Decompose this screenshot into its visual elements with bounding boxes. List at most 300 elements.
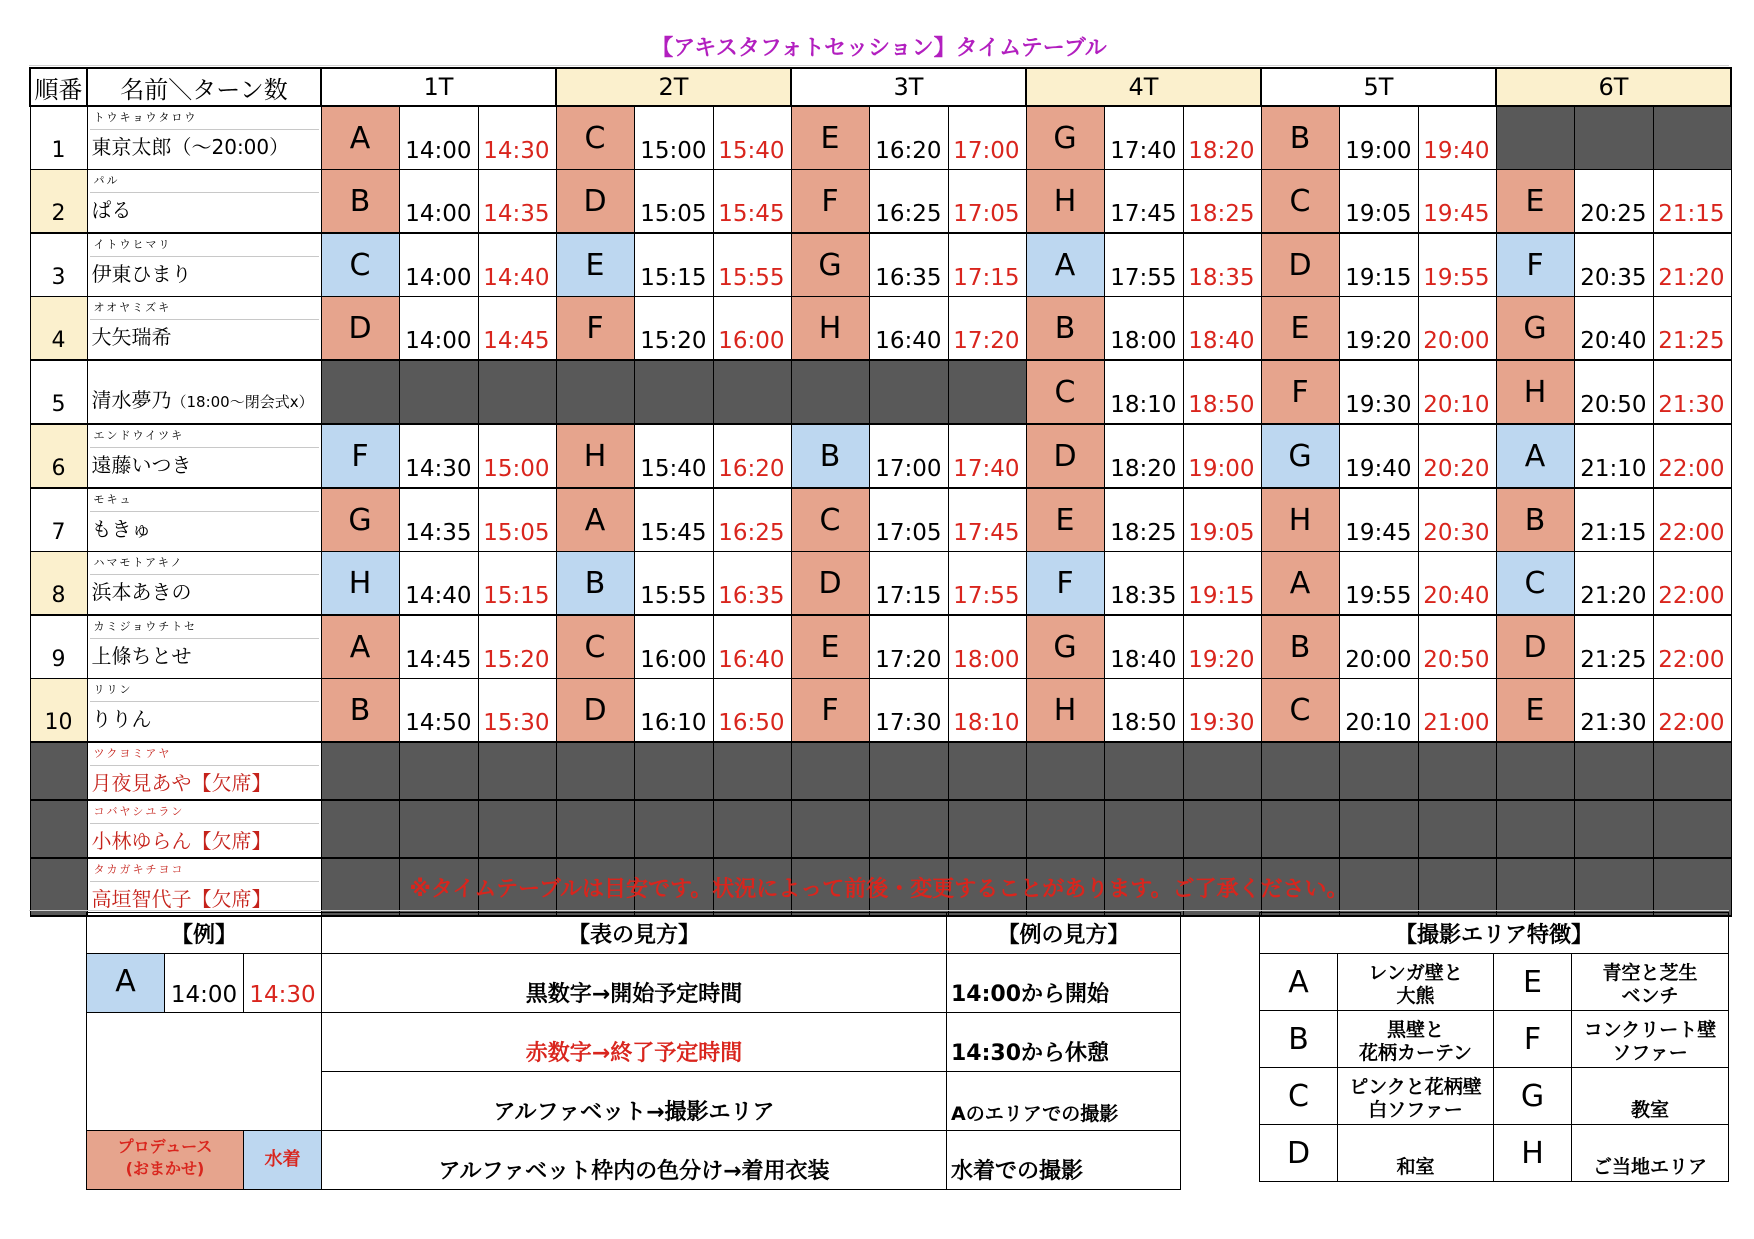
slot-end-time: 14:40 xyxy=(478,233,556,297)
slot-start-time: 18:35 xyxy=(1104,552,1183,616)
slot-area: A xyxy=(1261,552,1339,616)
slot-area: E xyxy=(1261,297,1339,361)
unavailable-cell xyxy=(1104,800,1183,858)
unavailable-cell xyxy=(948,742,1026,800)
legend-example-2: 14:30から休憩 xyxy=(947,1013,1181,1072)
slot-area: F xyxy=(556,297,634,361)
unavailable-cell xyxy=(713,800,791,858)
slot-start-time: 16:10 xyxy=(634,679,713,743)
area-description-line: 大熊 xyxy=(1396,985,1435,1007)
area-description xyxy=(1338,954,1494,1011)
area-description xyxy=(1338,1011,1494,1068)
performer-name-cell xyxy=(87,488,321,552)
row-number: 9 xyxy=(30,615,87,679)
slot-area: D xyxy=(556,679,634,743)
slot-start-time: 14:50 xyxy=(399,679,478,743)
unavailable-cell xyxy=(791,742,869,800)
absent-row xyxy=(30,800,1731,858)
slot-end-time: 14:30 xyxy=(478,106,556,170)
area-description xyxy=(1572,954,1729,1011)
area-key: C xyxy=(1260,1068,1338,1125)
table-row xyxy=(30,552,1731,616)
slot-end-time: 18:00 xyxy=(948,615,1026,679)
slot-end-time: 21:00 xyxy=(1418,679,1496,743)
header-turn-6: 6T xyxy=(1496,68,1731,106)
slot-end-time: 20:40 xyxy=(1418,552,1496,616)
slot-area: B xyxy=(1026,297,1104,361)
table-row xyxy=(30,360,1731,424)
row-number: 4 xyxy=(30,297,87,361)
slot-start-time: 17:15 xyxy=(869,552,948,616)
header-turn-4: 4T xyxy=(1026,68,1261,106)
slot-end-time: 19:45 xyxy=(1418,170,1496,234)
area-description-line: ベンチ xyxy=(1621,985,1679,1007)
slot-end-time: 15:45 xyxy=(713,170,791,234)
slot-end-time: 16:40 xyxy=(713,615,791,679)
slot-area: B xyxy=(791,424,869,488)
performer-name: 遠藤いつき xyxy=(91,453,192,477)
slot-area: C xyxy=(1026,360,1104,424)
performer-kana: オオヤミズキ xyxy=(90,297,319,320)
slot-end-time: 19:20 xyxy=(1183,615,1261,679)
slot-area: G xyxy=(1261,424,1339,488)
slot-start-time: 18:50 xyxy=(1104,679,1183,743)
unavailable-cell xyxy=(1653,106,1731,170)
unavailable-cell xyxy=(713,360,791,424)
performer-name-cell xyxy=(87,552,321,616)
slot-area: B xyxy=(321,170,399,234)
area-key: A xyxy=(1260,954,1338,1011)
performer-kana: イトウヒマリ xyxy=(90,234,319,257)
legend-blank-1 xyxy=(87,1013,322,1072)
table-row xyxy=(30,615,1731,679)
table-row xyxy=(30,170,1731,234)
unavailable-cell xyxy=(1104,742,1183,800)
unavailable-cell xyxy=(634,800,713,858)
slot-start-time: 16:40 xyxy=(869,297,948,361)
unavailable-cell xyxy=(634,360,713,424)
unavailable-cell xyxy=(1339,800,1418,858)
legend-table xyxy=(86,912,1181,1190)
slot-start-time: 16:00 xyxy=(634,615,713,679)
slot-area: C xyxy=(1261,679,1339,743)
header-turn-3: 3T xyxy=(791,68,1026,106)
unavailable-cell xyxy=(556,360,634,424)
slot-start-time: 19:45 xyxy=(1339,488,1418,552)
unavailable-cell xyxy=(478,800,556,858)
slot-area: H xyxy=(321,552,399,616)
unavailable-cell xyxy=(399,742,478,800)
unavailable-cell xyxy=(791,800,869,858)
slot-area: A xyxy=(556,488,634,552)
unavailable-cell xyxy=(399,360,478,424)
slot-area: C xyxy=(1261,170,1339,234)
slot-start-time: 17:45 xyxy=(1104,170,1183,234)
slot-start-time: 21:10 xyxy=(1574,424,1653,488)
slot-start-time: 19:15 xyxy=(1339,233,1418,297)
slot-end-time: 18:40 xyxy=(1183,297,1261,361)
slot-area: A xyxy=(321,106,399,170)
header-name: 名前＼ターン数 xyxy=(87,68,321,106)
area-key: B xyxy=(1260,1011,1338,1068)
slot-start-time: 14:00 xyxy=(399,297,478,361)
performer-name: 月夜見あや【欠席】 xyxy=(91,771,272,795)
slot-start-time: 21:25 xyxy=(1574,615,1653,679)
slot-end-time: 21:30 xyxy=(1653,360,1731,424)
performer-kana: タカガキチヨコ xyxy=(90,859,319,882)
row-number: 5 xyxy=(30,360,87,424)
table-row xyxy=(30,679,1731,743)
slot-start-time: 15:00 xyxy=(634,106,713,170)
row-number: 7 xyxy=(30,488,87,552)
unavailable-cell xyxy=(399,800,478,858)
slot-end-time: 18:50 xyxy=(1183,360,1261,424)
slot-start-time: 18:00 xyxy=(1104,297,1183,361)
slot-end-time: 16:00 xyxy=(713,297,791,361)
performer-kana: パル xyxy=(90,170,319,193)
slot-end-time: 20:50 xyxy=(1418,615,1496,679)
slot-area: B xyxy=(321,679,399,743)
performer-name-cell xyxy=(87,233,321,297)
legend-example-start: 14:00 xyxy=(165,954,244,1013)
performer-kana: コバヤシユラン xyxy=(90,801,319,824)
area-description-line: レンガ壁と xyxy=(1368,962,1463,984)
performer-kana: リリン xyxy=(90,679,319,702)
performer-name-cell xyxy=(87,615,321,679)
unavailable-cell xyxy=(1418,742,1496,800)
unavailable-cell xyxy=(869,360,948,424)
performer-kana: カミジョウチトセ xyxy=(90,616,319,639)
area-description-line: ピンクと花柄壁 xyxy=(1349,1076,1482,1098)
slot-area: H xyxy=(556,424,634,488)
unavailable-cell xyxy=(1183,800,1261,858)
slot-end-time: 20:10 xyxy=(1418,360,1496,424)
slot-area: D xyxy=(1261,233,1339,297)
area-description-line: コンクリート壁 xyxy=(1583,1019,1717,1041)
slot-area: E xyxy=(1496,170,1574,234)
slot-start-time: 15:40 xyxy=(634,424,713,488)
legend-example-3: Aのエリアでの撮影 xyxy=(947,1072,1181,1131)
slot-area: D xyxy=(321,297,399,361)
unavailable-cell xyxy=(1183,742,1261,800)
area-description-line: 花柄カーテン xyxy=(1358,1042,1473,1064)
absent-row xyxy=(30,742,1731,800)
slot-end-time: 17:20 xyxy=(948,297,1026,361)
unavailable-cell xyxy=(1026,800,1104,858)
slot-area: E xyxy=(791,106,869,170)
area-description xyxy=(1338,1068,1494,1125)
row-number: 3 xyxy=(30,233,87,297)
header-turn-1: 1T xyxy=(321,68,556,106)
slot-end-time: 16:35 xyxy=(713,552,791,616)
table-row xyxy=(30,106,1731,170)
unavailable-cell xyxy=(634,742,713,800)
slot-start-time: 21:15 xyxy=(1574,488,1653,552)
slot-start-time: 17:00 xyxy=(869,424,948,488)
slot-area: F xyxy=(1026,552,1104,616)
unavailable-cell xyxy=(1261,742,1339,800)
unavailable-cell xyxy=(1653,800,1731,858)
legend-example-area: A xyxy=(87,954,165,1013)
slot-area: A xyxy=(1026,233,1104,297)
slot-start-time: 19:55 xyxy=(1339,552,1418,616)
legend-swimsuit-swatch: 水着 xyxy=(244,1131,322,1190)
slot-area: G xyxy=(321,488,399,552)
area-description xyxy=(1572,1125,1729,1182)
slot-start-time: 21:30 xyxy=(1574,679,1653,743)
slot-start-time: 14:00 xyxy=(399,170,478,234)
slot-area: F xyxy=(791,679,869,743)
slot-start-time: 16:20 xyxy=(869,106,948,170)
legend-desc-4: アルファベット枠内の色分け→着用衣装 xyxy=(322,1131,947,1190)
slot-start-time: 17:55 xyxy=(1104,233,1183,297)
unavailable-cell xyxy=(478,360,556,424)
slot-area: H xyxy=(1026,170,1104,234)
unavailable-cell xyxy=(1339,742,1418,800)
slot-end-time: 19:15 xyxy=(1183,552,1261,616)
slot-start-time: 20:25 xyxy=(1574,170,1653,234)
unavailable-cell xyxy=(791,360,869,424)
slot-start-time: 14:40 xyxy=(399,552,478,616)
table-row xyxy=(30,488,1731,552)
slot-start-time: 20:10 xyxy=(1339,679,1418,743)
slot-end-time: 21:25 xyxy=(1653,297,1731,361)
performer-name-cell xyxy=(87,679,321,743)
slot-end-time: 15:40 xyxy=(713,106,791,170)
area-key: F xyxy=(1494,1011,1572,1068)
area-key: E xyxy=(1494,954,1572,1011)
performer-name-cell xyxy=(87,170,321,234)
unavailable-cell xyxy=(1574,800,1653,858)
row-number: 10 xyxy=(30,679,87,743)
disclaimer-note: ※タイムテーブルは目安です。状況によって前後・変更することがあります。ご了承ください。 xyxy=(29,870,1729,911)
slot-area: D xyxy=(1026,424,1104,488)
row-number: 6 xyxy=(30,424,87,488)
slot-start-time: 18:20 xyxy=(1104,424,1183,488)
performer-name: 大矢瑞希 xyxy=(91,325,172,349)
slot-start-time: 14:00 xyxy=(399,233,478,297)
slot-area: H xyxy=(1026,679,1104,743)
legend-desc-1: 黒数字→開始予定時間 xyxy=(322,954,947,1013)
slot-start-time: 17:40 xyxy=(1104,106,1183,170)
performer-name-cell xyxy=(87,360,321,424)
slot-area: B xyxy=(1496,488,1574,552)
unavailable-cell xyxy=(321,742,399,800)
timetable xyxy=(29,67,1732,917)
slot-end-time: 18:10 xyxy=(948,679,1026,743)
slot-end-time: 19:40 xyxy=(1418,106,1496,170)
unavailable-cell xyxy=(713,742,791,800)
area-features-table xyxy=(1259,912,1729,1182)
slot-area: H xyxy=(1261,488,1339,552)
row-number: 8 xyxy=(30,552,87,616)
slot-end-time: 17:05 xyxy=(948,170,1026,234)
slot-start-time: 15:15 xyxy=(634,233,713,297)
legend-example-end: 14:30 xyxy=(244,954,322,1013)
area-description-line: 教室 xyxy=(1630,1099,1669,1121)
performer-kana xyxy=(90,361,319,383)
slot-start-time: 18:25 xyxy=(1104,488,1183,552)
slot-end-time: 18:25 xyxy=(1183,170,1261,234)
performer-kana: エンドウイツキ xyxy=(90,425,319,448)
performer-name-cell xyxy=(87,297,321,361)
absent-name-cell xyxy=(87,742,321,800)
performer-name: 小林ゆらん【欠席】 xyxy=(91,829,272,853)
slot-end-time: 20:30 xyxy=(1418,488,1496,552)
legend-desc-2: 赤数字→終了予定時間 xyxy=(322,1013,947,1072)
slot-area: D xyxy=(556,170,634,234)
performer-note: （〜20:00） xyxy=(171,135,290,159)
table-row xyxy=(30,297,1731,361)
slot-area: B xyxy=(1261,615,1339,679)
performer-name: 上條ちとせ xyxy=(91,644,192,668)
slot-end-time: 22:00 xyxy=(1653,488,1731,552)
row-number: 2 xyxy=(30,170,87,234)
slot-start-time: 15:45 xyxy=(634,488,713,552)
slot-start-time: 20:50 xyxy=(1574,360,1653,424)
slot-area: C xyxy=(556,106,634,170)
slot-start-time: 14:30 xyxy=(399,424,478,488)
slot-end-time: 20:20 xyxy=(1418,424,1496,488)
slot-area: C xyxy=(791,488,869,552)
slot-start-time: 17:20 xyxy=(869,615,948,679)
slot-end-time: 17:00 xyxy=(948,106,1026,170)
legend-example-4: 水着での撮影 xyxy=(947,1131,1181,1190)
legend-producer-swatch xyxy=(87,1131,244,1190)
slot-area: F xyxy=(321,424,399,488)
sheet-title: 【アキスタフォトセッション】タイムテーブル xyxy=(29,33,1729,66)
header-turn-2: 2T xyxy=(556,68,791,106)
area-key: H xyxy=(1494,1125,1572,1182)
slot-end-time: 17:55 xyxy=(948,552,1026,616)
slot-end-time: 15:05 xyxy=(478,488,556,552)
performer-name: 浜本あきの xyxy=(91,580,192,604)
slot-start-time: 15:05 xyxy=(634,170,713,234)
slot-end-time: 18:35 xyxy=(1183,233,1261,297)
slot-area: C xyxy=(1496,552,1574,616)
slot-start-time: 17:05 xyxy=(869,488,948,552)
header-no: 順番 xyxy=(30,68,87,106)
unavailable-cell xyxy=(30,742,87,800)
slot-end-time: 16:25 xyxy=(713,488,791,552)
unavailable-cell xyxy=(1026,742,1104,800)
slot-area: G xyxy=(791,233,869,297)
slot-end-time: 14:45 xyxy=(478,297,556,361)
slot-end-time: 14:35 xyxy=(478,170,556,234)
slot-end-time: 19:55 xyxy=(1418,233,1496,297)
slot-start-time: 19:30 xyxy=(1339,360,1418,424)
legend-example-meaning-header: 【例の見方】 xyxy=(947,913,1181,954)
area-description-line: 黒壁と xyxy=(1386,1019,1444,1041)
unavailable-cell xyxy=(321,360,399,424)
slot-end-time: 15:00 xyxy=(478,424,556,488)
unavailable-cell xyxy=(1574,106,1653,170)
slot-area: D xyxy=(791,552,869,616)
area-description-line: ソファー xyxy=(1612,1042,1688,1064)
slot-start-time: 19:05 xyxy=(1339,170,1418,234)
slot-end-time: 15:15 xyxy=(478,552,556,616)
slot-start-time: 14:35 xyxy=(399,488,478,552)
area-description-line: 青空と芝生 xyxy=(1602,962,1698,984)
table-row xyxy=(30,233,1731,297)
performer-name: 清水夢乃 xyxy=(91,388,172,412)
absent-name-cell xyxy=(87,800,321,858)
performer-name: もきゅ xyxy=(91,517,152,541)
performer-name-cell xyxy=(87,106,321,170)
unavailable-cell xyxy=(1496,800,1574,858)
slot-end-time: 16:20 xyxy=(713,424,791,488)
slot-end-time: 19:00 xyxy=(1183,424,1261,488)
area-key: G xyxy=(1494,1068,1572,1125)
slot-area: E xyxy=(556,233,634,297)
slot-area: D xyxy=(1496,615,1574,679)
table-row xyxy=(30,424,1731,488)
unavailable-cell xyxy=(869,800,948,858)
unavailable-cell xyxy=(556,742,634,800)
legend-example-header: 【例】 xyxy=(87,913,322,954)
slot-end-time: 22:00 xyxy=(1653,424,1731,488)
slot-start-time: 18:10 xyxy=(1104,360,1183,424)
slot-start-time: 17:30 xyxy=(869,679,948,743)
slot-start-time: 20:40 xyxy=(1574,297,1653,361)
slot-area: G xyxy=(1026,106,1104,170)
slot-end-time: 15:30 xyxy=(478,679,556,743)
slot-area: A xyxy=(1496,424,1574,488)
area-description-line: 和室 xyxy=(1396,1156,1435,1178)
performer-name: 伊東ひまり xyxy=(91,262,192,286)
slot-start-time: 15:20 xyxy=(634,297,713,361)
slot-start-time: 18:40 xyxy=(1104,615,1183,679)
slot-start-time: 20:35 xyxy=(1574,233,1653,297)
performer-kana: トウキョウタロウ xyxy=(90,107,319,130)
legend-howto-header: 【表の見方】 xyxy=(322,913,947,954)
slot-start-time: 16:25 xyxy=(869,170,948,234)
header-turn-5: 5T xyxy=(1261,68,1496,106)
slot-end-time: 15:55 xyxy=(713,233,791,297)
area-features-header: 【撮影エリア特徴】 xyxy=(1260,913,1729,954)
area-description-line: 白ソファー xyxy=(1368,1099,1463,1121)
slot-start-time: 19:40 xyxy=(1339,424,1418,488)
slot-end-time: 22:00 xyxy=(1653,615,1731,679)
slot-area: B xyxy=(556,552,634,616)
slot-area: E xyxy=(1496,679,1574,743)
area-description xyxy=(1572,1068,1729,1125)
performer-name: ぱる xyxy=(91,198,132,222)
slot-area: G xyxy=(1026,615,1104,679)
slot-end-time: 17:15 xyxy=(948,233,1026,297)
unavailable-cell xyxy=(478,742,556,800)
unavailable-cell xyxy=(1496,106,1574,170)
unavailable-cell xyxy=(869,742,948,800)
performer-name: りりん xyxy=(91,707,152,731)
area-description xyxy=(1338,1125,1494,1182)
slot-start-time: 19:20 xyxy=(1339,297,1418,361)
slot-area: A xyxy=(321,615,399,679)
performer-kana: ハマモトアキノ xyxy=(90,552,319,575)
slot-area: B xyxy=(1261,106,1339,170)
area-key: D xyxy=(1260,1125,1338,1182)
unavailable-cell xyxy=(948,360,1026,424)
performer-name: 東京太郎 xyxy=(91,135,172,159)
legend-producer-label: プロデュース xyxy=(117,1137,213,1156)
slot-area: F xyxy=(1261,360,1339,424)
unavailable-cell xyxy=(948,800,1026,858)
slot-area: G xyxy=(1496,297,1574,361)
slot-end-time: 21:20 xyxy=(1653,233,1731,297)
slot-start-time: 20:00 xyxy=(1339,615,1418,679)
unavailable-cell xyxy=(321,800,399,858)
slot-start-time: 15:55 xyxy=(634,552,713,616)
